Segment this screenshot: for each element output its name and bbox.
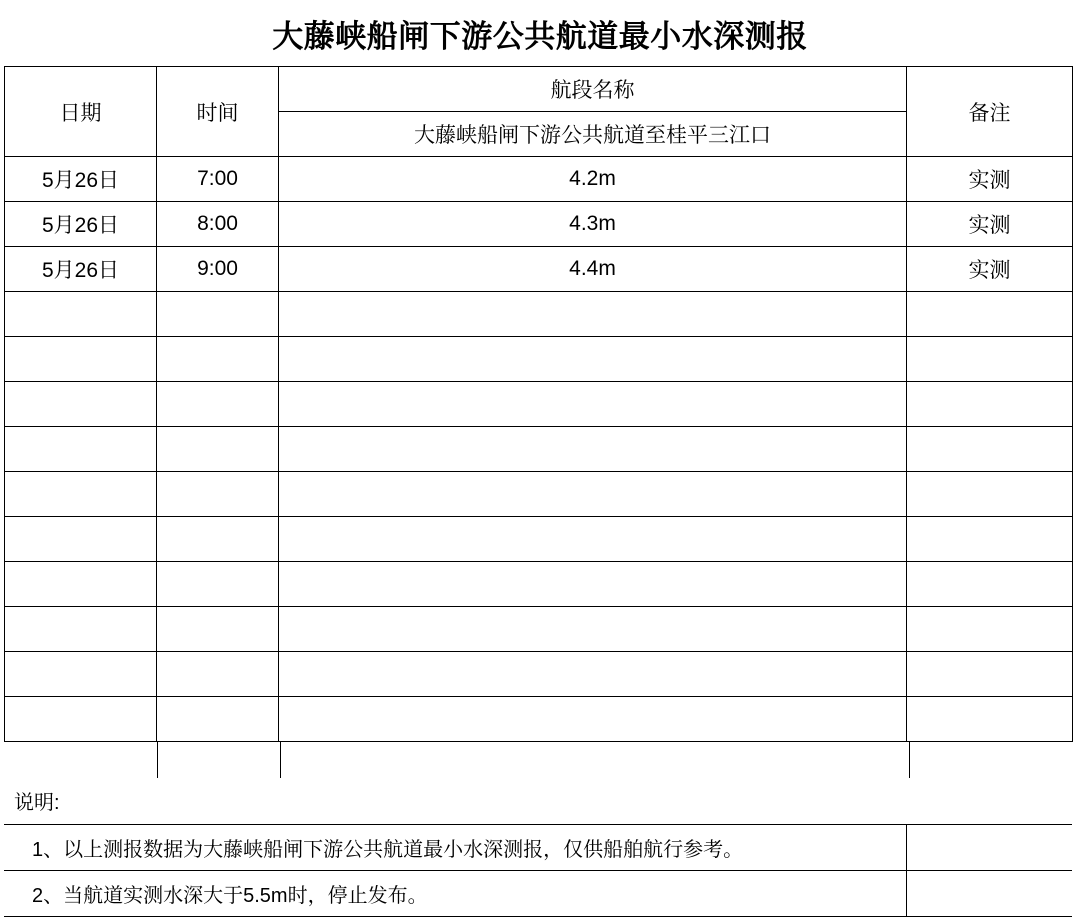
cell-empty bbox=[157, 517, 279, 562]
spacer-cell bbox=[910, 742, 1077, 778]
table-row-empty bbox=[5, 382, 1073, 427]
cell-empty bbox=[279, 292, 907, 337]
cell-empty bbox=[157, 427, 279, 472]
notes-caption-row bbox=[4, 778, 1072, 824]
table-row-empty bbox=[5, 472, 1073, 517]
cell-empty bbox=[157, 607, 279, 652]
spacer-row bbox=[5, 742, 1077, 778]
cell-depth: 4.4m bbox=[279, 247, 907, 292]
cell-date: 5月26日 bbox=[5, 157, 157, 202]
cell-empty bbox=[5, 382, 157, 427]
table-row bbox=[5, 202, 1073, 247]
note-right-cell bbox=[906, 870, 1072, 916]
cell-depth: 4.2m bbox=[279, 157, 907, 202]
cell-empty bbox=[5, 427, 157, 472]
table-row bbox=[5, 157, 1073, 202]
cell-empty bbox=[5, 292, 157, 337]
table-row-empty bbox=[5, 427, 1073, 472]
cell-date: 5月26日 bbox=[5, 247, 157, 292]
table-body bbox=[5, 67, 1073, 742]
cell-note: 实测 bbox=[907, 202, 1073, 247]
table-row-empty bbox=[5, 337, 1073, 382]
cell-empty bbox=[907, 607, 1073, 652]
spacer-cell bbox=[5, 742, 158, 778]
table-row-empty bbox=[5, 607, 1073, 652]
cell-empty bbox=[907, 292, 1073, 337]
table-row-empty bbox=[5, 562, 1073, 607]
note-item: 1、以上测报数据为大藤峡船闸下游公共航道最小水深测报，仅供船舶航行参考。 bbox=[4, 824, 906, 870]
cell-empty bbox=[907, 472, 1073, 517]
cell-empty bbox=[907, 562, 1073, 607]
spacer-cell bbox=[158, 742, 281, 778]
note-right-cell bbox=[906, 824, 1072, 870]
cell-empty bbox=[157, 382, 279, 427]
cell-empty bbox=[5, 517, 157, 562]
notes-caption: 说明: bbox=[14, 792, 60, 815]
cell-empty bbox=[157, 652, 279, 697]
spacer-cell bbox=[281, 742, 910, 778]
cell-time: 8:00 bbox=[157, 202, 279, 247]
cell-empty bbox=[279, 697, 907, 742]
notes-section bbox=[4, 778, 1072, 917]
cell-empty bbox=[907, 337, 1073, 382]
table-row-empty bbox=[5, 517, 1073, 562]
cell-empty bbox=[907, 427, 1073, 472]
table-row bbox=[5, 247, 1073, 292]
cell-time: 7:00 bbox=[157, 157, 279, 202]
document-title-row bbox=[0, 0, 1080, 66]
cell-empty bbox=[279, 382, 907, 427]
cell-empty bbox=[157, 697, 279, 742]
cell-date: 5月26日 bbox=[5, 202, 157, 247]
note-row bbox=[4, 824, 1072, 870]
cell-empty bbox=[907, 517, 1073, 562]
cell-empty bbox=[907, 382, 1073, 427]
table-row-empty bbox=[5, 652, 1073, 697]
header-date: 日期 bbox=[5, 67, 157, 157]
header-note: 备注 bbox=[907, 67, 1073, 157]
cell-empty bbox=[279, 427, 907, 472]
cell-empty bbox=[5, 607, 157, 652]
table-row-empty bbox=[5, 292, 1073, 337]
cell-empty bbox=[157, 562, 279, 607]
cell-empty bbox=[5, 337, 157, 382]
cell-empty bbox=[157, 292, 279, 337]
table-row-empty bbox=[5, 697, 1073, 742]
cell-empty bbox=[279, 607, 907, 652]
cell-empty bbox=[279, 472, 907, 517]
cell-empty bbox=[157, 472, 279, 517]
water-depth-table bbox=[4, 66, 1073, 742]
cell-empty bbox=[157, 337, 279, 382]
cell-empty bbox=[279, 337, 907, 382]
note-item: 2、当航道实测水深大于5.5m时，停止发布。 bbox=[4, 870, 906, 916]
note-row bbox=[4, 870, 1072, 916]
cell-empty bbox=[907, 652, 1073, 697]
page-title: 大藤峡船闸下游公共航道最小水深测报 bbox=[272, 18, 808, 54]
cell-depth: 4.3m bbox=[279, 202, 907, 247]
header-section-group: 航段名称 bbox=[279, 67, 907, 112]
cell-empty bbox=[907, 697, 1073, 742]
header-time: 时间 bbox=[157, 67, 279, 157]
cell-empty bbox=[5, 652, 157, 697]
table-header-row-top bbox=[5, 67, 1073, 112]
header-section-name: 大藤峡船闸下游公共航道至桂平三江口 bbox=[279, 112, 907, 157]
cell-note: 实测 bbox=[907, 247, 1073, 292]
cell-empty bbox=[279, 562, 907, 607]
notes-caption-right-cell bbox=[906, 778, 1072, 824]
table-notes-spacer bbox=[4, 742, 1076, 778]
cell-note: 实测 bbox=[907, 157, 1073, 202]
cell-time: 9:00 bbox=[157, 247, 279, 292]
cell-empty bbox=[5, 562, 157, 607]
cell-empty bbox=[279, 652, 907, 697]
cell-empty bbox=[279, 517, 907, 562]
cell-empty bbox=[5, 697, 157, 742]
cell-empty bbox=[5, 472, 157, 517]
